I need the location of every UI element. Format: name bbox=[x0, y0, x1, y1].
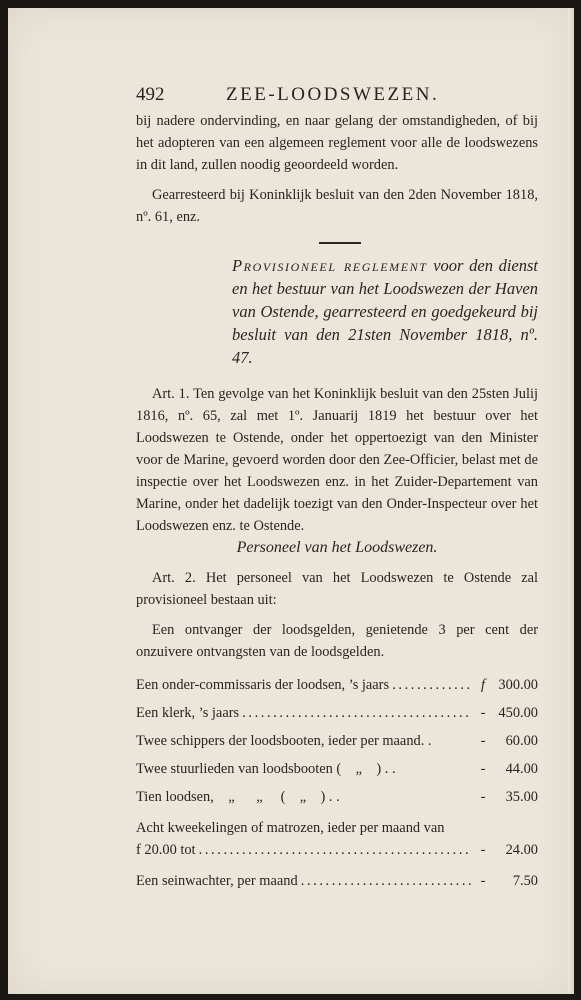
entry-symbol: - bbox=[480, 873, 486, 889]
salary-entry bbox=[136, 699, 538, 727]
salary-entry bbox=[136, 839, 538, 861]
section-heading: Personeel van het Loodswezen. bbox=[236, 539, 438, 556]
receiver-entry: Een ontvanger der loodsgelden, genietende 3 per cent der onzuivere ontvangsten van de loodsgelden. bbox=[136, 622, 538, 660]
entry-amount: 450.00 bbox=[498, 705, 538, 721]
entry-amount: 24.00 bbox=[505, 842, 538, 858]
entry-amount: 60.00 bbox=[505, 733, 538, 749]
entry-amount: 35.00 bbox=[505, 789, 538, 805]
entry-amount: 7.50 bbox=[512, 873, 538, 889]
salary-entry bbox=[136, 783, 538, 811]
entry-amount: 300.00 bbox=[498, 677, 538, 693]
entry-label: Een seinwachter, per maand . . . bbox=[136, 867, 472, 895]
salary-entry bbox=[136, 671, 538, 699]
section-rule bbox=[319, 242, 361, 244]
entry-symbol: - bbox=[480, 761, 486, 777]
running-title: ZEE-LOODSWEZEN. bbox=[226, 84, 440, 105]
intro-paragraph: bij nadere ondervinding, en naar gelang der omstandigheden, of bij het adopteren van een algemeen reglement voor alle de loodswezens in dit land, zullen noodig geoordeeld worden. bbox=[136, 113, 538, 173]
title-rest: voor den dienst en het bestuur van het Loodswezen der Haven van Ostende, gearresteerd en goedgekeurd bij besluit van den 21sten November 1818, nº. 47. bbox=[232, 256, 539, 367]
trainees-line: Acht kweekelingen of matrozen, ieder per maand van bbox=[136, 820, 445, 836]
regulation-title bbox=[232, 254, 538, 369]
book-page bbox=[8, 8, 574, 994]
entry-label: Twee schippers der loodsbooten, ieder per maand. . bbox=[136, 733, 432, 749]
entry-symbol: f bbox=[481, 677, 485, 693]
running-head bbox=[136, 80, 538, 110]
title-smallcaps: Provisioneel reglement bbox=[232, 256, 428, 275]
entry-amount: 44.00 bbox=[505, 761, 538, 777]
decree-paragraph: Gearresteerd bij Koninklijk besluit van den 2den November 1818, nº. 61, enz. bbox=[136, 187, 538, 225]
entry-label: Twee stuurlieden van loodsbooten ( „ ) . . bbox=[136, 761, 396, 777]
entry-symbol: - bbox=[480, 842, 486, 858]
page-number: 492 bbox=[136, 84, 165, 105]
entry-symbol: - bbox=[480, 789, 486, 805]
entry-label: Tien loodsen, „ „ ( „ ) . . bbox=[136, 789, 340, 805]
entry-symbol: - bbox=[480, 733, 486, 749]
entry-symbol: - bbox=[480, 705, 486, 721]
salary-entry bbox=[136, 727, 538, 755]
page-content bbox=[136, 80, 538, 895]
article-2: Art. 2. Het personeel van het Loodswezen te Ostende zal provisioneel bestaan uit: bbox=[136, 570, 538, 608]
salary-entry bbox=[136, 755, 538, 783]
page-edge bbox=[568, 8, 574, 994]
article-1: Art. 1. Ten gevolge van het Koninklijk besluit van den 25sten Julij 1816, nº. 65, zal met 1º. Januarij 1819 het bestuur over het Loodswezen te Ostende, onder het oppertoezigt van den Minister voor de Marine, gevoerd worden door den Zee-Officier, belast met de inspectie over het Loodswezen enz. in het Zuider-Departement van Marine, onder het dadelijk toezigt van den Onder-Inspecteur over het Loodswezen enz. te Ostende. bbox=[136, 386, 538, 534]
entry-label: Een klerk, ’s jaars . . . bbox=[136, 699, 472, 727]
entry-label: Een onder-commissaris der loodsen, ’s jaars . . . bbox=[136, 671, 472, 699]
entry-label: f 20.00 tot . . . bbox=[136, 839, 472, 861]
salary-entry bbox=[136, 867, 538, 895]
